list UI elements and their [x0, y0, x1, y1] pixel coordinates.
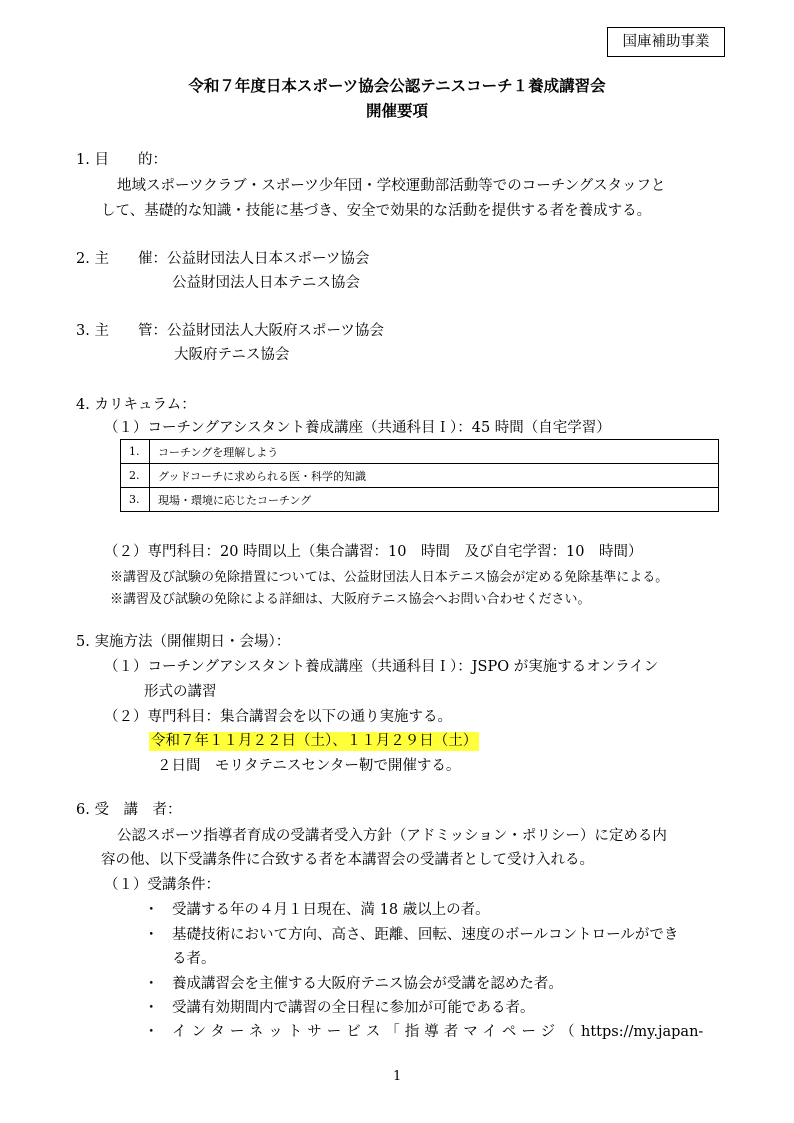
table-row — [121, 488, 719, 512]
section-2-line2: 公益財団法人日本テニス協会 — [172, 275, 360, 291]
condition-item-2: 基礎技術において方向、高さ、距離、回転、速度のボールコントロールができ — [172, 927, 679, 943]
curriculum-table — [120, 439, 719, 512]
bullet: ・ — [144, 902, 159, 918]
mypage-url-link[interactable]: https://my.japan- — [581, 1024, 704, 1040]
section-4-sub1: （１）コーチングアシスタント養成講座（共通科目Ｉ）：45 時間（自宅学習） — [104, 420, 611, 436]
section-5-sub1-line2: 形式の講習 — [144, 684, 217, 700]
table-row — [121, 464, 719, 488]
bullet: ・ — [144, 1024, 159, 1040]
table-cell-num: 3. — [121, 488, 150, 512]
section-6-sub1: （１）受講条件： — [104, 877, 220, 893]
condition-item-4: 受講有効期間内で講習の全日程に参加が可能である者。 — [172, 1000, 535, 1016]
section-4-note2: ※講習及び試験の免除による詳細は、大阪府テニス協会へお問い合わせください。 — [110, 592, 591, 607]
condition-item-2-cont: る者。 — [172, 951, 216, 967]
table-cell-num: 2. — [121, 464, 150, 488]
bullet: ・ — [144, 976, 159, 992]
event-dates-highlight: 令和７年１１月２２日（土）、１１月２９日（土） — [151, 733, 478, 749]
section-4-note1: ※講習及び試験の免除措置については、公益財団法人日本テニス協会が定める免除基準による。 — [110, 570, 669, 585]
bullet: ・ — [144, 927, 159, 943]
table-cell-text: コーチングを理解しよう — [150, 440, 719, 464]
document-subtitle: 開催要項 — [365, 102, 428, 120]
section-2-heading: 2. 主 催：公益財団法人日本スポーツ協会 — [76, 251, 370, 267]
table-cell-text: グッドコーチに求められる医・科学的知識 — [150, 464, 719, 488]
bullet: ・ — [144, 1000, 159, 1016]
condition-item-5: インターネットサービス「指導者マイページ（ — [172, 1024, 580, 1040]
table-cell-text: 現場・環境に応じたコーチング — [150, 488, 719, 512]
section-6-text-line1: 公認スポーツ指導者育成の受講者受入方針（アドミッション・ポリシー）に定める内 — [117, 828, 667, 844]
section-4-heading: 4. カリキュラム： — [76, 397, 196, 413]
section-3-heading: 3. 主 管：公益財団法人大阪府スポーツ協会 — [76, 323, 384, 339]
condition-item-1: 受講する年の４月１日現在、満 18 歳以上の者。 — [172, 902, 490, 918]
section-4-sub2: （２）専門科目：20 時間以上（集合講習：10 時間 及び自宅学習：10 時間） — [104, 544, 643, 560]
section-6-text-line2: 容の他、以下受講条件に合致する者を本講習会の受講者として受け入れる。 — [101, 852, 594, 868]
event-venue: ２日間 モリタテニスセンター靭で開催する。 — [157, 758, 461, 774]
section-1-text-line2: して、基礎的な知識・技能に基づき、安全で効果的な活動を提供する者を養成する。 — [101, 203, 652, 219]
section-5-heading: 5. 実施方法（開催期日・会場）： — [76, 634, 291, 650]
condition-item-3: 養成講習会を主催する大阪府テニス協会が受講を認めた者。 — [172, 976, 563, 992]
section-3-line2: 大阪府テニス協会 — [174, 347, 290, 363]
page-number: 1 — [393, 1069, 402, 1084]
section-1-heading: 1. 目 的： — [76, 152, 167, 168]
section-6-heading: 6. 受 講 者： — [76, 802, 182, 818]
table-row — [121, 440, 719, 464]
subsidy-badge: 国庫補助事業 — [607, 27, 725, 57]
table-cell-num: 1. — [121, 440, 150, 464]
section-5-sub1-line1: （１）コーチングアシスタント養成講座（共通科目Ｉ）：JSPO が実施するオンライン — [104, 659, 659, 675]
section-5-sub2: （２）専門科目：集合講習会を以下の通り実施する。 — [104, 709, 452, 725]
section-1-text-line1: 地域スポーツクラブ・スポーツ少年団・学校運動部活動等でのコーチングスタッフと — [117, 178, 666, 194]
document-title: 令和７年度日本スポーツ協会公認テニスコーチ１養成講習会 — [188, 77, 606, 95]
